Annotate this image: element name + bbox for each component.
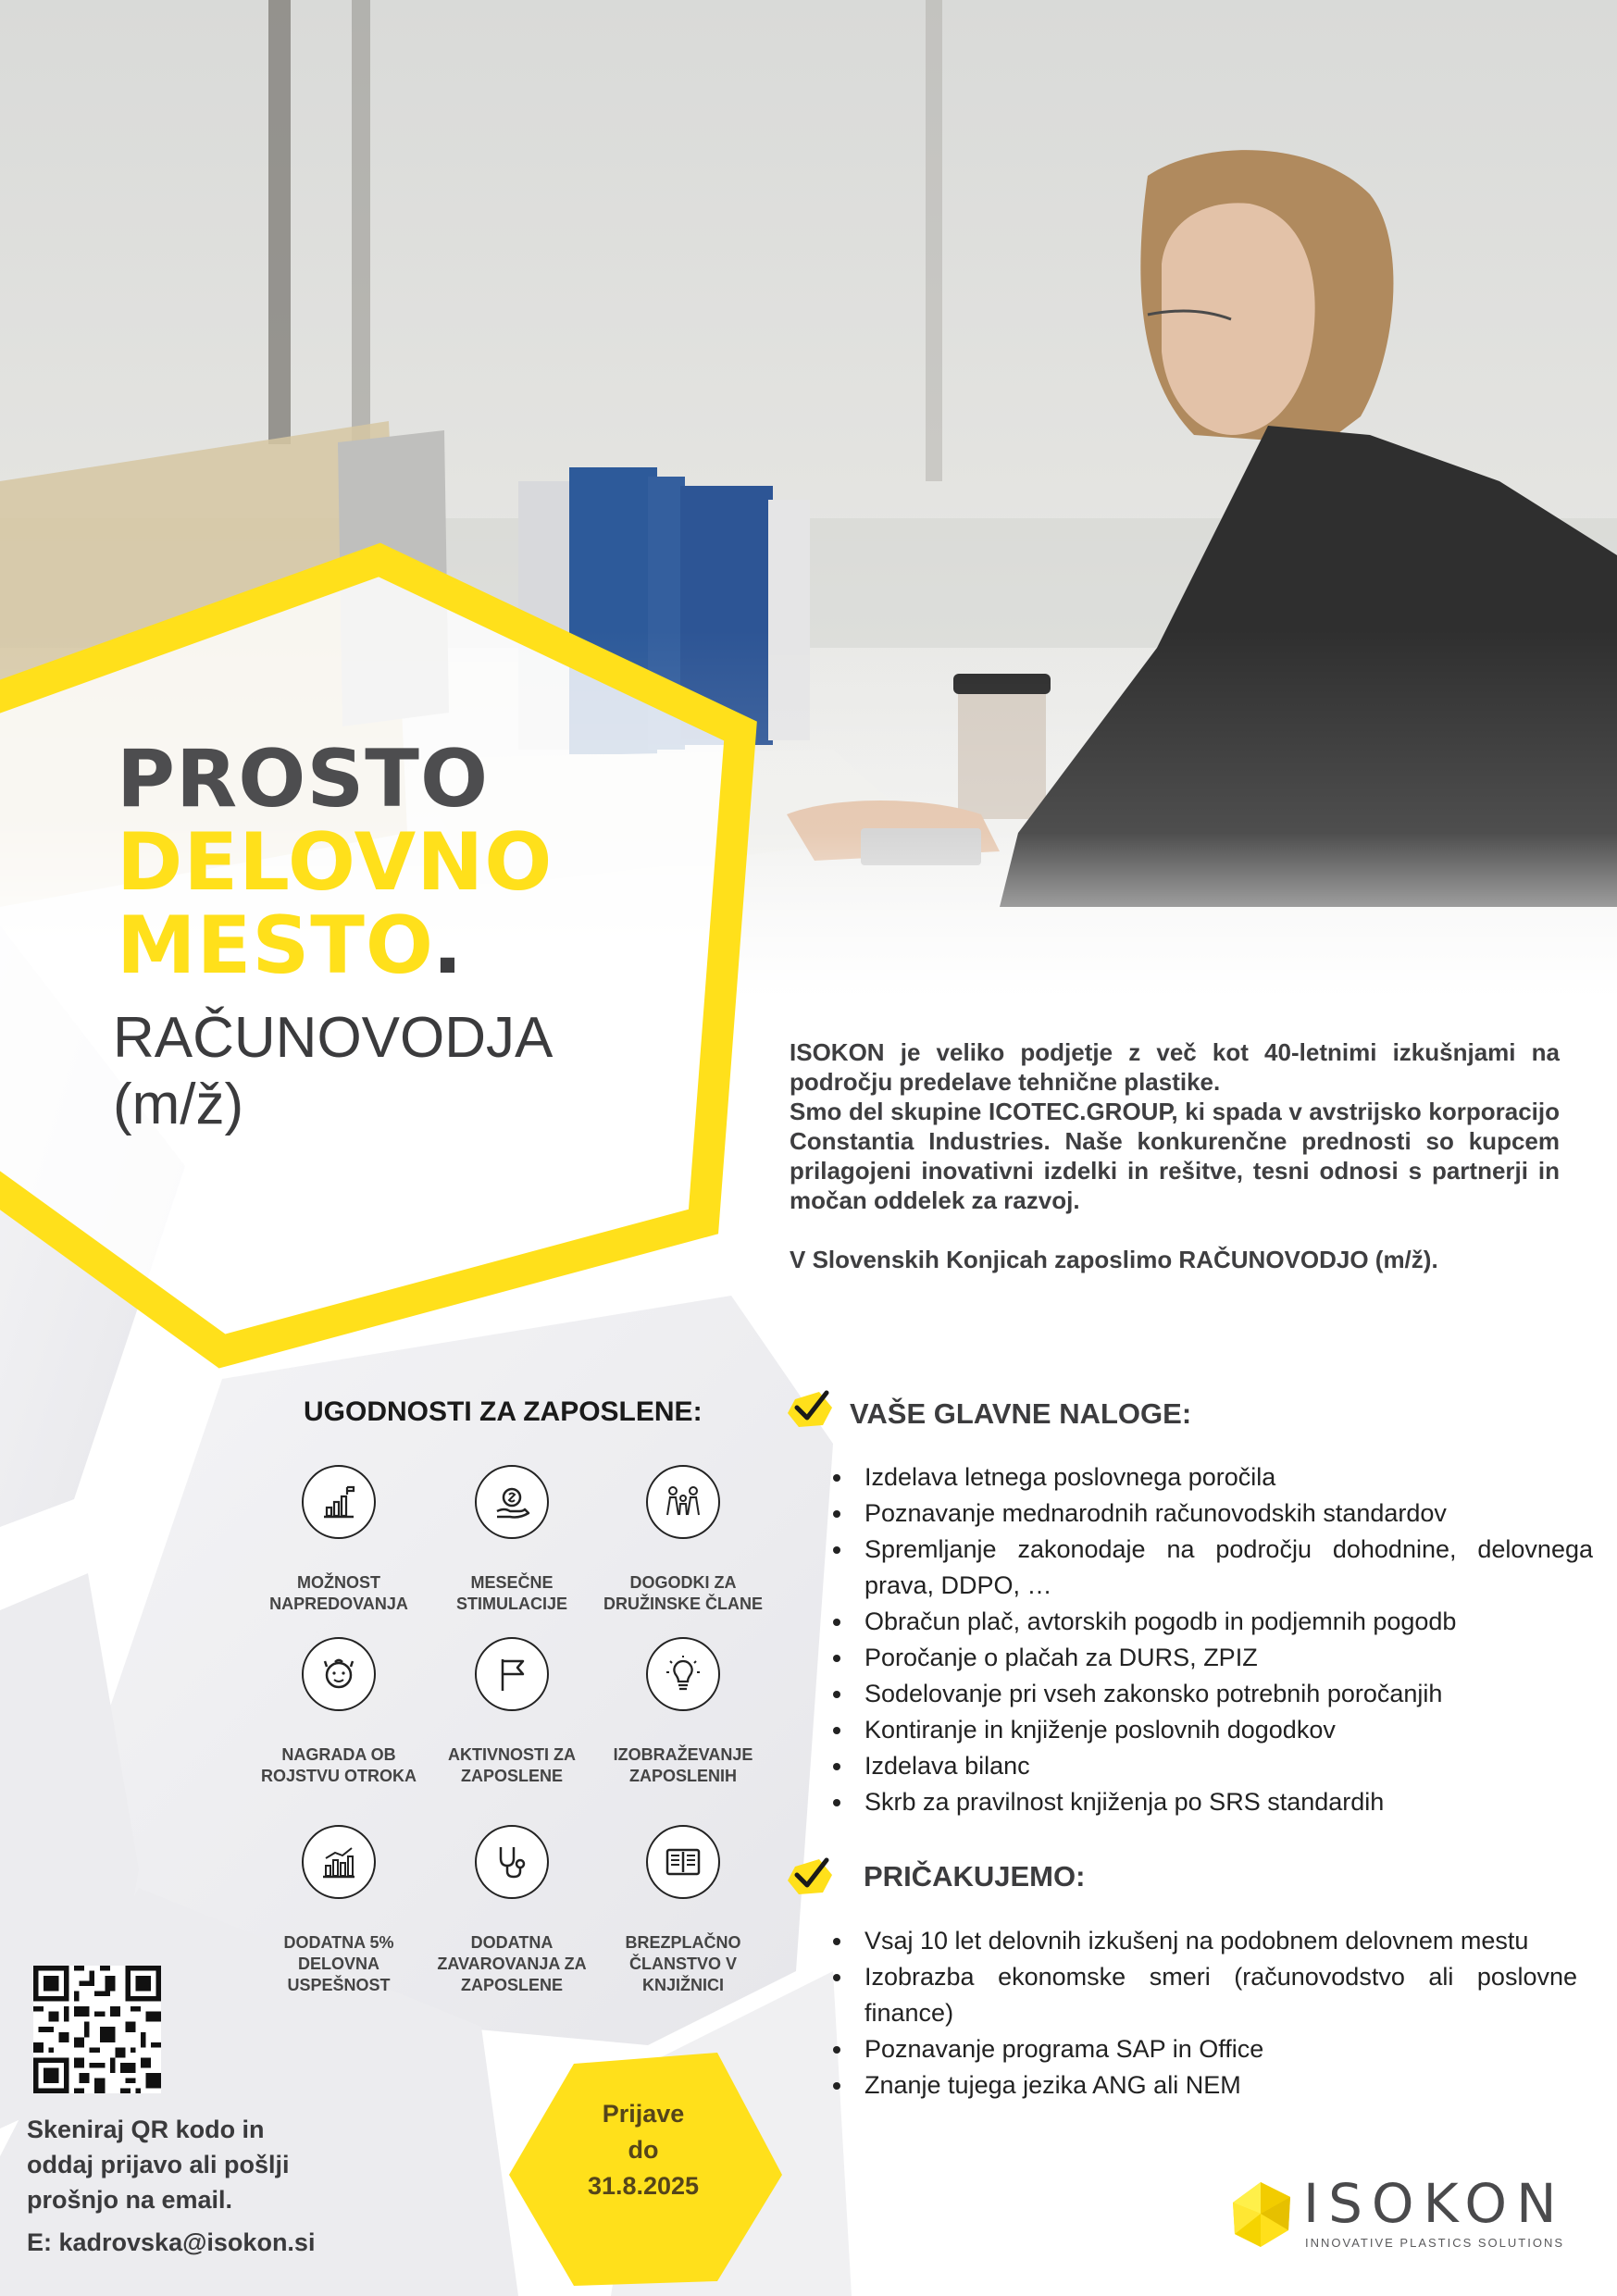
money-hand-icon — [475, 1465, 549, 1539]
list-item: Obračun plač, avtorskih pogodb in podjemnih pogodb — [864, 1604, 1593, 1640]
list-item: Spremljanje zakonodaje na področju dohodnine, delovnega prava, DDPO, … — [864, 1532, 1593, 1604]
hero-line-3 — [117, 900, 553, 992]
benefit-label: MOŽNOST NAPREDOVANJA — [269, 1573, 408, 1613]
benefit-item — [591, 1825, 776, 1996]
hero-title — [117, 733, 554, 992]
list-item: Poznavanje programa SAP in Office — [864, 2031, 1577, 2067]
job-title-line-1: RAČUNOVODJA — [113, 1006, 554, 1070]
hero-dot: . — [432, 900, 464, 992]
bar-chart-icon — [302, 1825, 376, 1899]
intro-paragraph-3: V Slovenskih Konjicah zaposlimo RAČUNOVODJO (m/ž). — [790, 1246, 1438, 1273]
benefit-item — [246, 1465, 431, 1615]
benefit-label: AKTIVNOSTI ZA ZAPOSLENE — [448, 1745, 576, 1785]
benefit-label: NAGRADA OB ROJSTVU OTROKA — [260, 1745, 417, 1785]
expect-title: PRIČAKUJEMO: — [864, 1860, 1086, 1893]
intro-paragraph-2: Smo del skupine ICOTEC.GROUP, ki spada v avstrijsko korporacijo Constantia Industries. Naše konkurenčne prednosti so kupcem prilagojeni inovativni izdelki in rešitve, tesni odnosi s partnerji in močan oddelek za razvoj. — [790, 1098, 1560, 1214]
benefit-item — [591, 1637, 776, 1787]
benefit-item — [591, 1465, 776, 1615]
deadline-text — [518, 2096, 768, 2204]
family-icon — [646, 1465, 720, 1539]
hero-line-2: DELOVNO — [117, 816, 554, 909]
benefit-label: BREZPLAČNO ČLANSTVO V KNJIŽNICI — [625, 1933, 741, 1994]
list-item: Kontiranje in knjiženje poslovnih dogodkov — [864, 1712, 1593, 1748]
flag-icon — [475, 1637, 549, 1711]
lightbulb-icon — [646, 1637, 720, 1711]
list-item: Izdelava letnega poslovnega poročila — [864, 1459, 1593, 1496]
list-item: Sodelovanje pri vseh zakonsko potrebnih poročanjih — [864, 1676, 1593, 1712]
hero-line-3-text: MESTO — [117, 900, 433, 992]
benefit-label: IZOBRAŽEVANJE ZAPOSLENIH — [613, 1745, 753, 1785]
list-item: Skrb za pravilnost knjiženja po SRS standardih — [864, 1784, 1593, 1820]
growth-chart-icon — [302, 1465, 376, 1539]
benefit-item — [246, 1825, 431, 1996]
logo-wordmark: ISOKON — [1303, 2172, 1566, 2235]
benefit-label: MESEČNE STIMULACIJE — [455, 1573, 567, 1613]
company-intro — [790, 1037, 1560, 1274]
intro-paragraph-1: ISOKON je veliko podjetje z več kot 40-letnimi izkušnjami na področju predelave tehnične plastike. — [790, 1038, 1560, 1096]
benefit-item — [419, 1637, 604, 1787]
tasks-title: VAŠE GLAVNE NALOGE: — [850, 1397, 1192, 1430]
contact-email[interactable]: E: kadrovska@isokon.si — [27, 2228, 316, 2256]
logo-tagline: INNOVATIVE PLASTICS SOLUTIONS — [1305, 2236, 1565, 2250]
list-item: Poročanje o plačah za DURS, ZPIZ — [864, 1640, 1593, 1676]
benefit-label: DOGODKI ZA DRUŽINSKE ČLANE — [603, 1573, 763, 1613]
list-item: Znanje tujega jezika ANG ali NEM — [864, 2067, 1577, 2104]
list-item: Izdelava bilanc — [864, 1748, 1593, 1784]
job-title — [113, 1005, 553, 1138]
benefit-item — [419, 1825, 604, 1996]
deadline-line-1: Prijave — [602, 2100, 685, 2128]
scan-instructions: Skeniraj QR kodo in oddaj prijavo ali pošlji prošnjo na email. — [27, 2116, 290, 2214]
benefit-item — [246, 1637, 431, 1787]
baby-icon — [302, 1637, 376, 1711]
deadline-line-2: do — [628, 2136, 659, 2164]
job-title-line-2: (m/ž) — [113, 1073, 244, 1136]
isokon-logo-mark — [1224, 2177, 1298, 2251]
stethoscope-icon — [475, 1825, 549, 1899]
benefit-label: DODATNA 5% DELOVNA USPEŠNOST — [283, 1933, 394, 1994]
benefits-title: UGODNOSTI ZA ZAPOSLENE: — [304, 1396, 703, 1427]
list-item: Vsaj 10 let delovnih izkušenj na podobnem delovnem mestu — [864, 1923, 1577, 1959]
hero-line-1: PROSTO — [117, 733, 490, 825]
list-item: Izobrazba ekonomske smeri (računovodstvo ali poslovne finance) — [864, 1959, 1577, 2031]
benefit-item — [419, 1465, 604, 1615]
deadline-line-3: 31.8.2025 — [587, 2172, 700, 2200]
expect-list — [829, 1923, 1577, 2104]
list-item: Poznavanje mednarodnih računovodskih standardov — [864, 1496, 1593, 1532]
qr-code[interactable] — [33, 1966, 161, 2093]
benefit-label: DODATNA ZAVAROVANJA ZA ZAPOSLENE — [437, 1933, 587, 1994]
book-icon — [646, 1825, 720, 1899]
tasks-list — [829, 1459, 1593, 1820]
